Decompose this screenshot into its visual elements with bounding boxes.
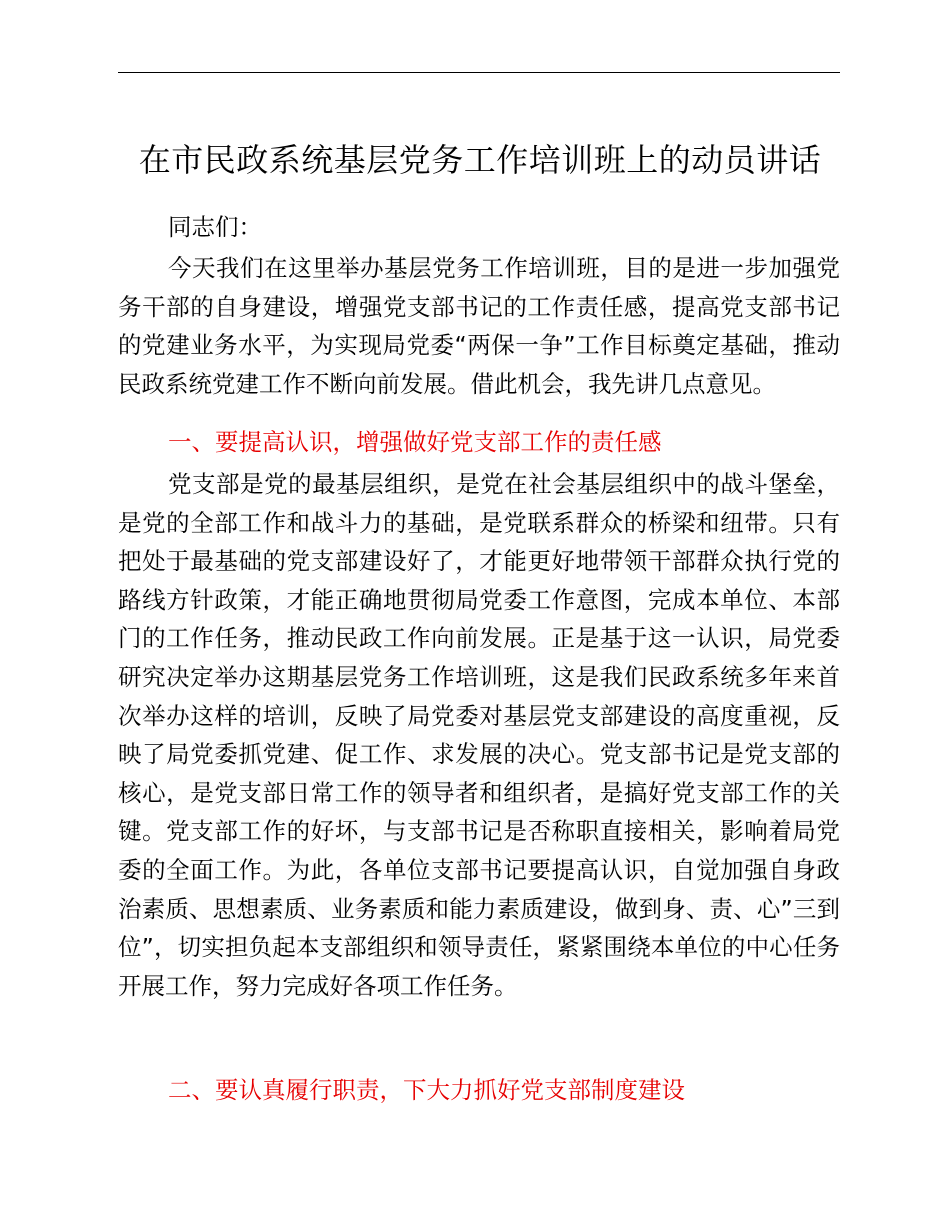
header-rule: [118, 72, 840, 73]
section-1-paragraph: 党支部是党的最基层组织，是党在社会基层组织中的战斗堡垒，是党的全部工作和战斗力的基础，是党联系群众的桥梁和纽带。只有把处于最基础的党支部建设好了，才能更好地带领干部群众执行党的路线方针政策，才能正确地贯彻局党委工作意图，完成本单位、本部门的工作任务，推动民政工作向前发展。正是基于这一认识，局党委研究决定举办这期基层党务工作培训班，这是我们民政系统多年来首次举办这样的培训，反映了局党委对基层党支部建设的高度重视，反映了局党委抓党建、促工作、求发展的决心。党支部书记是党支部的核心，是党支部日常工作的领导者和组织者，是搞好党支部工作的关键。党支部工作的好坏，与支部书记是否称职直接相关，影响着局党委的全面工作。为此，各单位支部书记要提高认识，自觉加强自身政治素质、思想素质、业务素质和能力素质建设，做到身、责、心”三到位”，切实担负起本支部组织和领导责任，紧紧围绕本单位的中心任务开展工作，努力完成好各项工作任务。: [118, 470, 840, 1000]
section-1-heading: 一、要提高认识，增强做好党支部工作的责任感: [168, 428, 662, 456]
document-title: 在市民政系统基层党务工作培训班上的动员讲话: [138, 141, 822, 179]
intro-paragraph: 今天我们在这里举办基层党务工作培训班，目的是进一步加强党务干部的自身建设，增强党支部书记的工作责任感，提高党支部书记的党建业务水平，为实现局党委“两保一争”工作目标奠定基础，推动民政系统党建工作不断向前发展。借此机会，我先讲几点意见。: [118, 254, 840, 398]
salutation: 同志们：: [168, 213, 262, 241]
section-2-heading: 二、要认真履行职责，下大力抓好党支部制度建设: [168, 1076, 685, 1104]
